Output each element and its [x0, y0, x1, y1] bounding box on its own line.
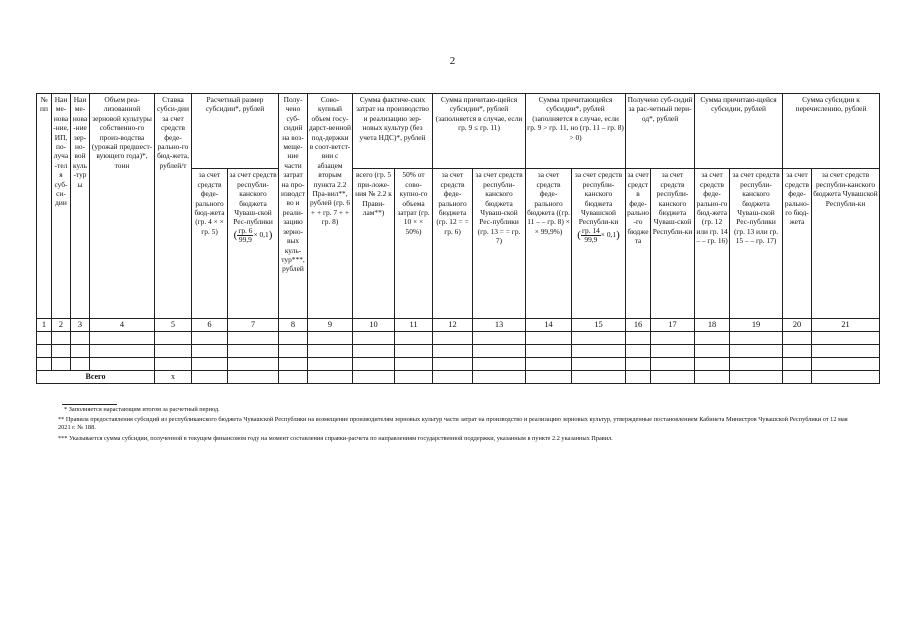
subheader-col15-text: за счет средств республи-канского бюджета Чувашской Республи-ки [574, 170, 623, 227]
subheader-col14: за счет средств феде-рального бюджета ((гр. 11 – – гр. 8) × × 99,9%) [526, 169, 572, 319]
col-number: 12 [433, 319, 473, 332]
col-number: 17 [651, 319, 695, 332]
header-actual-costs: Сумма фактиче-ских затрат на производство и реализацию зер-новых культур (без учета НДС)*, рублей [353, 94, 433, 169]
header-received-subsidies: Полу-чено суб-сидий на воз-меще-ние части затрат на про-изводство и реали-зацию зерно-вых куль-тур***, рублей [279, 94, 308, 319]
footnote-1: * Заполняется нарастающим итогом за расчетный период. [64, 406, 220, 413]
header-received-for-period: Получено суб-сидий за рас-четный пери-од*, рублей [626, 94, 695, 169]
col-number: 6 [192, 319, 228, 332]
paren-left: ( [233, 228, 238, 241]
header-due-subsidy-case2: Сумма причитающейся субсидии*, рублей (заполняется в случае, если гр. 9 > гр. 11, но (гр. 11 – гр. 8) > 0) [526, 94, 626, 169]
total-label: Всего [37, 371, 155, 384]
subheader-col7-text: за счет средств республи-канского бюджета Чуваш-ской Рес-публики [229, 170, 277, 227]
table-row [37, 332, 880, 345]
subheader-col12: за счет средств феде-рального бюджета (гр. 12 = = гр. 6) [433, 169, 473, 319]
page-number: 2 [449, 55, 456, 67]
subheader-col15 [572, 169, 626, 319]
col-number: 18 [695, 319, 730, 332]
total-col5-mark: х [155, 371, 192, 384]
col-number: 19 [730, 319, 783, 332]
fraction-col15 [581, 227, 601, 244]
table-row [37, 358, 880, 371]
header-row-number: № пп [37, 94, 52, 319]
fraction-col15-multiplier: × 0,1 [600, 229, 617, 239]
subheader-col21: за счет средств республи-канского бюджета Чувашской Республи-ки [812, 169, 880, 319]
col-number: 14 [526, 319, 572, 332]
header-sold-volume: Объем реа-лизованной зерновой культуры собственно-го произ-водства (урожай предшест-вующего года)*, тонн [90, 94, 155, 319]
footnote-2: ** Правила предоставления субсидий из республиканского бюджета Чувашской Республики на возмещение производителям зерновых культур части затрат на производство и реализацию зерновых культур, утвержденные постановлением Кабинета Министров Чувашской Республики от 12 мая 2021 г. № 188. [58, 416, 848, 432]
subheader-col16: за счет средств феде-рально-го бюджета [626, 169, 651, 319]
header-crop-name: Наиме-нова-ние зер-но-вой куль-туры [71, 94, 90, 319]
footnote-divider [62, 404, 117, 405]
col-number: 8 [279, 319, 308, 332]
col-number: 4 [90, 319, 155, 332]
total-row [37, 371, 880, 384]
fraction-col15-denominator: 99,9 [584, 234, 598, 244]
header-recipient-name: Наиме-нова-ние, ИП, по-луча-теля суб-си-дии [52, 94, 71, 319]
header-subsidy-to-transfer: Сумма субсидии к перечислению, рублей [783, 94, 880, 169]
fraction-col7 [237, 227, 253, 244]
fraction-col7-multiplier: × 0,1 [253, 229, 269, 239]
col-number: 13 [473, 319, 526, 332]
col-number: 7 [228, 319, 279, 332]
subheader-col19: за счет средств республи-канского бюджета Чуваш-ской Рес-публики (гр. 13 или гр. 15 – – гр. 17) [730, 169, 783, 319]
column-number-row [37, 319, 880, 332]
paren-right: ) [268, 228, 273, 241]
col-number: 3 [71, 319, 90, 332]
subsidy-calculation-table [36, 93, 880, 384]
col-number: 9 [308, 319, 353, 332]
subheader-col11: 50% от сово-купно-го объема затрат (гр. 10 × × 50%) [395, 169, 433, 319]
subheader-col6: за счет средств феде-рального бюд-жета (гр. 4 × × гр. 5) [192, 169, 228, 319]
col-number: 15 [572, 319, 626, 332]
header-subsidy-rate: Ставка субси-дии за счет средств феде-рально-го бюд-жета, рублей/т [155, 94, 192, 319]
col-number: 11 [395, 319, 433, 332]
header-due-subsidy: Сумма причитаю-щейся субсидии, рублей [695, 94, 783, 169]
header-estimated-subsidy: Расчетный размер субсидии*, рублей [192, 94, 279, 169]
table-row [37, 345, 880, 358]
subheader-col7 [228, 169, 279, 319]
col-number: 5 [155, 319, 192, 332]
paren-right: ) [616, 228, 620, 241]
subheader-col20: за счет средств феде-рально-го бюд-жета [783, 169, 812, 319]
fraction-col7-numerator: гр. 6 [238, 225, 253, 235]
subheader-col17: за счет средств республи-канского бюджета Чуваш-ской Республи-ки [651, 169, 695, 319]
header-due-subsidy-case1: Сумма причитаю-щейся субсидии*, рублей (заполняется в случае, если гр. 9 ≤ гр. 11) [433, 94, 526, 169]
col-number: 20 [783, 319, 812, 332]
fraction-col15-numerator: гр. 14 [581, 225, 600, 235]
subheader-col10: всего (гр. 5 при-ложе-ния № 2.2 к Прави-лам**) [353, 169, 395, 319]
col-number: 1 [37, 319, 52, 332]
header-total-state-support: Сово-купный объем госу-дарст-венной под-держки в соот-ветст-вии с абзацем вторым пункта 2.2 Пра-вил**, рублей (гр. 6 + + гр. 7 + + гр. 8) [308, 94, 353, 319]
col-number: 2 [52, 319, 71, 332]
subheader-col13: за счет средств республи-канского бюджета Чуваш-ской Рес-публики (гр. 13 = = гр. 7) [473, 169, 526, 319]
col-number: 21 [812, 319, 880, 332]
col-number: 10 [353, 319, 395, 332]
fraction-col7-denominator: 99,9 [238, 234, 252, 244]
subheader-col18: за счет средств феде-рально-го бюд-жета (гр. 12 или гр. 14 – – гр. 16) [695, 169, 730, 319]
footnote-3: *** Указывается сумма субсидии, полученной в текущем финансовом году на момент составления справки-расчета по направлениям государственной поддержки, указанным в пункте 2.2 указанных Правил. [58, 435, 613, 442]
col-number: 16 [626, 319, 651, 332]
paren-left: ( [577, 228, 581, 241]
